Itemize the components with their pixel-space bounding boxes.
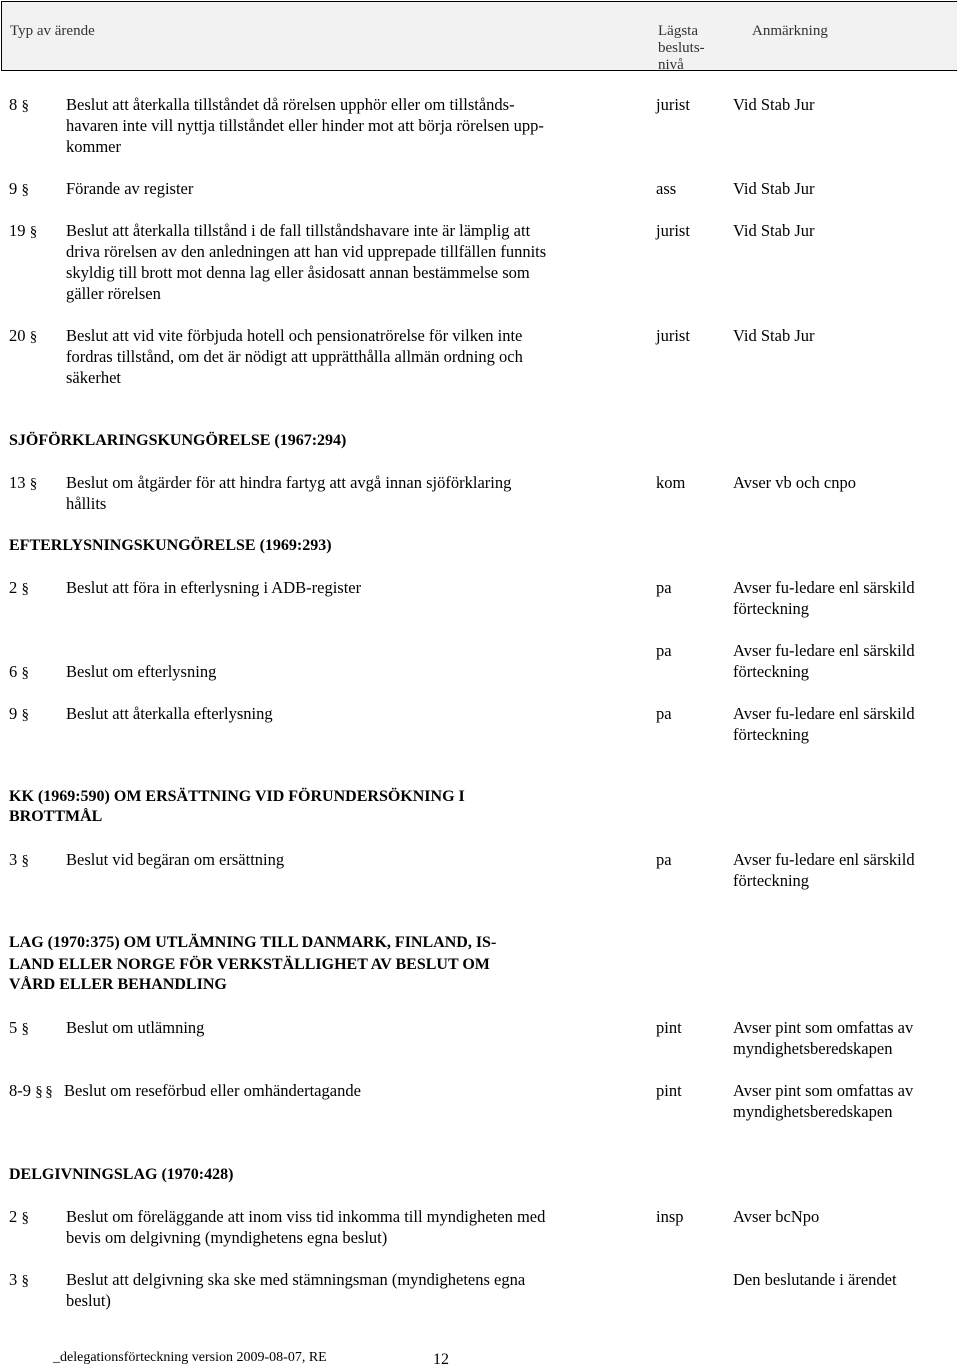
row-number: 9 — [9, 704, 18, 723]
row-number: 8 — [9, 95, 18, 114]
row-text: beslut) — [66, 1291, 111, 1310]
row-level: pa — [656, 578, 672, 597]
row-number: 13 — [9, 473, 26, 492]
paragraph-sign: § — [29, 224, 38, 240]
section-title: BROTTMÅL — [9, 808, 103, 825]
row-text: Förande av register — [66, 179, 194, 198]
row-number: 2 — [9, 1207, 18, 1226]
row-text: Beslut om efterlysning — [66, 662, 217, 681]
row-level: insp — [656, 1207, 684, 1226]
paragraph-sign: § — [29, 329, 38, 345]
row-note: förteckning — [733, 871, 810, 890]
row-note: myndighetsberedskapen — [733, 1039, 893, 1058]
row-text: skyldig till brott mot denna lag eller åsidosatt annan bestämmelse som — [66, 263, 530, 282]
row-note: Vid Stab Jur — [733, 326, 815, 345]
row-level: ass — [656, 179, 677, 198]
row-note: Avser pint som omfattas av — [733, 1081, 914, 1100]
row-text: Beslut att föra in efterlysning i ADB-register — [66, 578, 362, 597]
row-text: säkerhet — [66, 368, 121, 387]
paragraph-sign: § — [21, 853, 29, 869]
section-title: LAG (1970:375) OM UTLÄMNING TILL DANMARK, FINLAND, IS- — [9, 934, 497, 951]
section-title: EFTERLYSNINGSKUNGÖRELSE (1969:293) — [9, 537, 332, 554]
row-text: hållits — [66, 494, 107, 513]
row-level: pa — [656, 850, 672, 869]
row-level: jurist — [656, 326, 690, 345]
row-text: kommer — [66, 137, 121, 156]
paragraph-sign: § — [21, 1210, 29, 1226]
row-note: Vid Stab Jur — [733, 179, 815, 198]
row-note: Vid Stab Jur — [733, 95, 815, 114]
paragraph-sign: § — [45, 1084, 53, 1100]
row-note: Avser fu-ledare enl särskild — [733, 850, 915, 869]
row-text: Beslut att vid vite förbjuda hotell och pensionatrörelse för vilken inte — [66, 326, 523, 345]
paragraph-sign: § — [29, 476, 38, 492]
row-note: förteckning — [733, 725, 810, 744]
row-note: förteckning — [733, 599, 810, 618]
row-number: 3 — [9, 850, 18, 869]
row-note: Avser bcNpo — [733, 1207, 820, 1226]
row-note: förteckning — [733, 662, 810, 681]
row-level: jurist — [656, 221, 690, 240]
paragraph-sign: § — [21, 1273, 29, 1289]
row-text: Beslut om föreläggande att inom viss tid inkomma till myndigheten med — [66, 1207, 546, 1226]
row-note: Avser fu-ledare enl särskild — [733, 704, 915, 723]
row-note: Den beslutande i ärendet — [733, 1270, 897, 1289]
row-number: 2 — [9, 578, 18, 597]
row-text: Beslut om åtgärder för att hindra fartyg att avgå innan sjöförklaring — [66, 473, 512, 492]
paragraph-sign: § — [21, 98, 29, 114]
row-text: gäller rörelsen — [66, 284, 161, 303]
paragraph-sign: § — [21, 182, 29, 198]
row-note: Avser fu-ledare enl särskild — [733, 641, 915, 660]
row-level: pa — [656, 704, 672, 723]
paragraph-sign: § — [21, 707, 29, 723]
section-title: SJÖFÖRKLARINGSKUNGÖRELSE (1967:294) — [9, 432, 347, 449]
row-text: bevis om delgivning (myndighetens egna beslut) — [66, 1228, 388, 1247]
row-number: 20 — [9, 326, 26, 345]
header-level-line2: besluts- — [658, 40, 705, 56]
paragraph-sign: § — [21, 665, 29, 681]
row-note: Avser vb och cnpo — [733, 473, 856, 492]
row-note: Vid Stab Jur — [733, 221, 815, 240]
row-text: Beslut att återkalla efterlysning — [66, 704, 273, 723]
row-number: 5 — [9, 1018, 18, 1037]
row-level: pint — [656, 1018, 682, 1037]
row-text: Beslut att delgivning ska ske med stämningsman (myndighetens egna — [66, 1270, 526, 1289]
row-text: Beslut vid begäran om ersättning — [66, 850, 285, 869]
header-level-line3: nivå — [658, 57, 684, 73]
page-number: 12 — [433, 1351, 449, 1368]
row-level: pint — [656, 1081, 682, 1100]
section-title: LAND ELLER NORGE FÖR VERKSTÄLLIGHET AV BESLUT OM — [9, 956, 490, 973]
row-text: Beslut om reseförbud eller omhändertagande — [64, 1081, 361, 1100]
row-note: Avser pint som omfattas av — [733, 1018, 914, 1037]
header-type: Typ av ärende — [10, 23, 95, 39]
paragraph-sign: § — [21, 581, 29, 597]
table-header — [1, 1, 957, 71]
row-note: myndighetsberedskapen — [733, 1102, 893, 1121]
row-level: pa — [656, 641, 672, 660]
row-number: 9 — [9, 179, 18, 198]
row-text: fordras tillstånd, om det är nödigt att upprätthålla allmän ordning och — [66, 347, 523, 366]
row-text: driva rörelsen av den anledningen att han vid upprepade tillfällen funnits — [66, 242, 547, 261]
row-number: 19 — [9, 221, 26, 240]
row-level: jurist — [656, 95, 690, 114]
row-number: 6 — [9, 662, 18, 681]
paragraph-sign: § — [35, 1084, 43, 1100]
header-level-line1: Lägsta — [658, 23, 698, 39]
section-title: DELGIVNINGSLAG (1970:428) — [9, 1166, 234, 1183]
footer-doc-info: _delegationsförteckning version 2009-08-07, RE — [53, 1350, 327, 1365]
row-number: 3 — [9, 1270, 18, 1289]
row-number: 8-9 — [9, 1081, 31, 1100]
row-text: Beslut om utlämning — [66, 1018, 205, 1037]
section-title: VÅRD ELLER BEHANDLING — [9, 976, 227, 993]
row-text: Beslut att återkalla tillstånd i de fall tillståndshavare inte är lämplig att — [66, 221, 531, 240]
paragraph-sign: § — [21, 1021, 29, 1037]
section-title: KK (1969:590) OM ERSÄTTNING VID FÖRUNDERSÖKNING I — [9, 788, 465, 805]
row-text: Beslut att återkalla tillståndet då rörelsen upphör eller om tillstånds- — [66, 95, 515, 114]
header-note: Anmärkning — [752, 23, 828, 39]
row-note: Avser fu-ledare enl särskild — [733, 578, 915, 597]
row-level: kom — [656, 473, 686, 492]
row-text: havaren inte vill nyttja tillståndet eller hinder mot att börja rörelsen upp- — [66, 116, 544, 135]
